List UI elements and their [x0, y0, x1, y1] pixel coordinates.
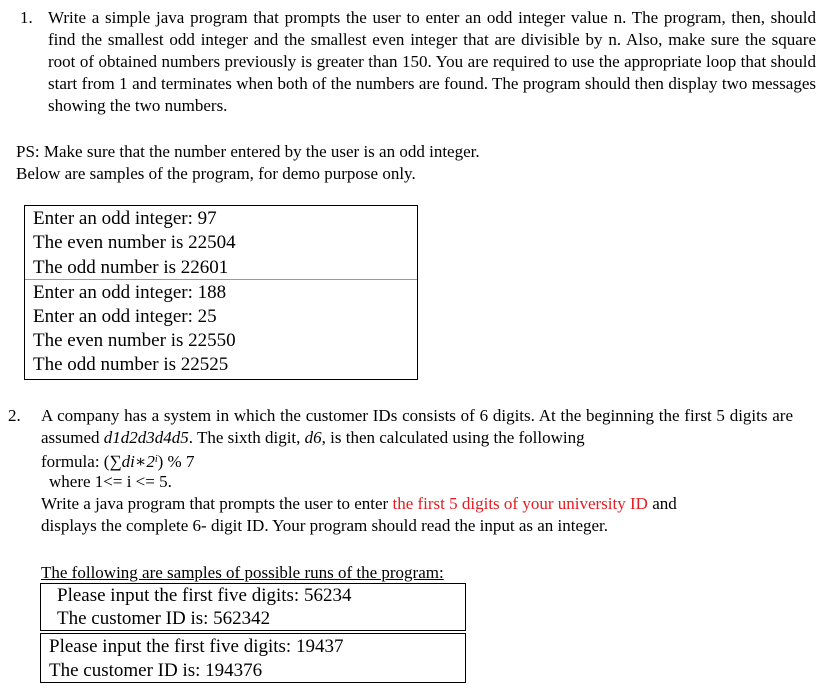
run-line: Please input the first five digits: 56234 [57, 585, 352, 606]
samples-heading: The following are samples of possible runs of the program: [41, 563, 444, 582]
digits-var: d1d2d3d4d5 [103, 428, 189, 447]
formula-term: di∗2 [121, 452, 155, 471]
write-pre: Write a java program that prompts the user to enter [41, 494, 389, 513]
sample-line: The odd number is 22601 [33, 257, 229, 278]
question-1-number: 1. [20, 8, 33, 27]
formula [41, 449, 194, 473]
sample-line: The even number is 22550 [33, 330, 236, 351]
run-line: The customer ID is: 194376 [49, 660, 263, 681]
sample-output-box-1 [24, 205, 418, 380]
run-line: Please input the first five digits: 19437 [49, 636, 344, 657]
sample-line: Enter an odd integer: 97 [33, 208, 217, 229]
run-line: The customer ID is: 562342 [57, 608, 271, 629]
intro-text: A company has a system in which the customer IDs consists of 6 digits. At the beginning the first 5 digits are assumed [41, 406, 793, 447]
sample-line: The odd number is 22525 [33, 354, 229, 375]
sample-line: The even number is 22504 [33, 232, 236, 253]
write-post: and [652, 494, 677, 513]
question-2-intro [41, 405, 793, 449]
sample-line: Enter an odd integer: 188 [33, 282, 227, 303]
sample-line: Enter an odd integer: 25 [33, 306, 217, 327]
question-2-number: 2. [8, 406, 21, 425]
formula-exponent: i [154, 454, 158, 465]
sixth-post: , is then calculated using the following [321, 428, 585, 447]
sixth-pre: . The sixth digit, [188, 428, 301, 447]
formula-label: formula: ( [41, 452, 110, 471]
write-highlight: the first 5 digits of your university ID [392, 494, 648, 513]
where-clause: where 1<= i <= 5. [49, 472, 172, 491]
sixth-var: d6 [304, 428, 322, 447]
write-instruction-2: displays the complete 6- digit ID. Your program should read the input as an integer. [41, 516, 609, 535]
sample-divider [25, 279, 417, 280]
write-instruction [41, 493, 677, 515]
formula-tail: ) % 7 [157, 452, 195, 471]
ps-note: PS: Make sure that the number entered by the user is an odd integer. [16, 142, 480, 161]
run-box-2 [40, 633, 466, 683]
samples-note: Below are samples of the program, for demo purpose only. [16, 164, 416, 183]
run-box-1 [40, 583, 466, 631]
question-1-text: Write a simple java program that prompts the user to enter an odd integer value n. The program, then, should find the smallest odd integer and the smallest even integer that are divisible by n. Also, make sure the square root of obtained numbers previously is greater than 150. You are required to use the appropriate loop that should start from 1 and terminates when both of the numbers are found. The program should then display two messages showing the two numbers. [48, 8, 816, 115]
sigma-symbol: ∑ [109, 452, 122, 471]
